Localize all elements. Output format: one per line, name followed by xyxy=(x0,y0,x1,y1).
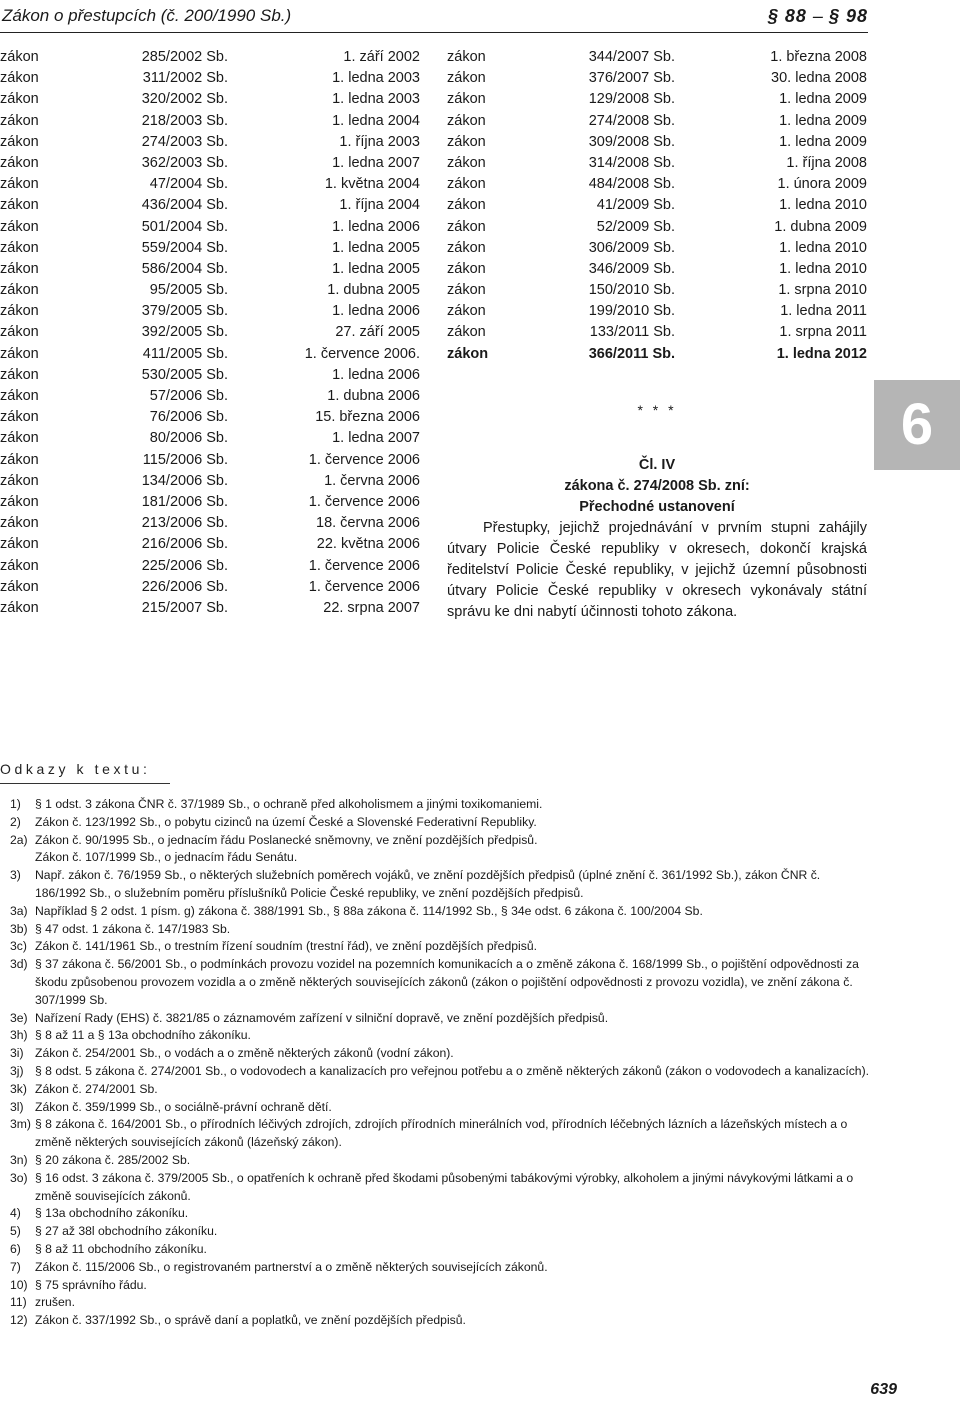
article-body: Přestupky, jejichž projednávání v prvním stupni zahájily útvary Policie České republiky v okresech, dokončí krajská ředitelství Policie České republiky, v jejichž územní působnosti útvary Policie České republiky v okresech vykonávaly státní správu ke dni nabytí účinnosti tohoto zákona. xyxy=(447,520,867,620)
effective-date: 1. října 2008 xyxy=(786,154,867,171)
reference-item xyxy=(0,921,872,939)
law-row xyxy=(0,492,420,513)
law-type: zákon xyxy=(0,197,39,214)
law-type: zákon xyxy=(0,388,39,404)
law-number: 215/2007 Sb. xyxy=(141,599,228,616)
law-row xyxy=(0,577,420,598)
law-number: 392/2005 Sb. xyxy=(141,324,228,341)
reference-label: 3h) xyxy=(10,1028,28,1043)
reference-text: § 8 odst. 5 zákona č. 274/2001 Sb., o vodovodech a kanalizacích pro veřejnou potřebu a o změně některých zákonů (zákon o vodovodech a kanalizacích). xyxy=(35,1063,870,1078)
law-number: 76/2006 Sb. xyxy=(149,409,228,426)
law-number: 225/2006 Sb. xyxy=(141,557,228,574)
law-number: 314/2008 Sb. xyxy=(588,154,675,171)
law-type: zákon xyxy=(0,218,39,235)
effective-date: 1. dubna 2009 xyxy=(774,218,867,235)
law-row xyxy=(0,322,420,343)
reference-label: 5) xyxy=(10,1224,21,1239)
reference-label: 3n) xyxy=(10,1152,28,1167)
law-number: 376/2007 Sb. xyxy=(588,70,675,87)
reference-text: § 16 odst. 3 zákona č. 379/2005 Sb., o opatřeních k ochraně před škodami působenými tabákovými výrobky, alkoholem a jinými návykovými látkami a o změně souvisejících zákonů. xyxy=(35,1170,854,1203)
effective-date: 1. července 2006 xyxy=(308,578,420,595)
law-row xyxy=(447,47,867,68)
reference-label: 2) xyxy=(10,814,21,829)
law-row xyxy=(447,217,867,238)
reference-text: § 1 odst. 3 zákona ČNR č. 37/1989 Sb., o ochraně před alkoholismem a jinými toxikomaniemi. xyxy=(35,797,543,811)
law-row xyxy=(447,344,867,365)
law-row xyxy=(447,89,867,110)
law-type: zákon xyxy=(0,70,39,87)
effective-date: 1. května 2004 xyxy=(324,176,420,193)
article-subheading: zákona č. 274/2008 Sb. zní: xyxy=(564,478,750,494)
reference-label: 3b) xyxy=(10,921,28,936)
section-range-to: 98 xyxy=(845,6,868,26)
law-row xyxy=(0,47,420,68)
law-type: zákon xyxy=(0,260,39,277)
effective-date: 1. ledna 2012 xyxy=(776,345,867,362)
law-number: 309/2008 Sb. xyxy=(588,133,675,150)
law-type: zákon xyxy=(0,472,39,489)
effective-date: 1. října 2003 xyxy=(339,133,420,150)
law-row xyxy=(447,132,867,153)
effective-date: 1. dubna 2006 xyxy=(327,388,420,404)
law-type: zákon xyxy=(447,324,486,341)
section-range-dash: – xyxy=(812,6,823,26)
effective-date: 1. ledna 2006 xyxy=(332,366,420,383)
reference-item xyxy=(0,1116,872,1152)
law-number: 213/2006 Sb. xyxy=(141,515,228,532)
effective-date: 1. ledna 2005 xyxy=(332,239,420,256)
law-number: 181/2006 Sb. xyxy=(141,493,228,510)
law-row xyxy=(0,132,420,153)
law-number: 41/2009 Sb. xyxy=(596,197,675,214)
reference-item xyxy=(0,1277,872,1295)
law-row xyxy=(0,386,420,407)
law-row xyxy=(0,365,420,386)
law-number: 47/2004 Sb. xyxy=(149,176,228,193)
effective-date: 22. srpna 2007 xyxy=(323,599,420,616)
reference-text: Zákon č. 337/1992 Sb., o správě daní a poplatků, ve znění pozdějších předpisů. xyxy=(35,1313,466,1328)
law-type: zákon xyxy=(0,599,39,616)
effective-date: 1. ledna 2007 xyxy=(332,430,420,447)
law-row xyxy=(447,322,867,343)
reference-text: § 27 až 38l obchodního zákoníku. xyxy=(35,1224,218,1239)
reference-text: § 47 odst. 1 zákona č. 147/1983 Sb. xyxy=(35,921,231,936)
reference-item xyxy=(0,1259,872,1277)
law-row xyxy=(0,344,420,365)
law-number: 129/2008 Sb. xyxy=(588,91,675,108)
reference-item xyxy=(0,1010,872,1028)
law-number: 95/2005 Sb. xyxy=(149,282,228,299)
law-row xyxy=(0,301,420,322)
law-type: zákon xyxy=(0,451,39,468)
reference-text: Zákon č. 274/2001 Sb. xyxy=(35,1081,158,1096)
reference-text: § 13a obchodního zákoníku. xyxy=(35,1206,189,1221)
law-type: zákon xyxy=(0,239,39,256)
reference-item xyxy=(0,1045,872,1063)
law-type: zákon xyxy=(0,91,39,108)
law-type: zákon xyxy=(447,303,486,320)
reference-label: 2a) xyxy=(10,832,28,847)
law-type: zákon xyxy=(447,91,486,108)
law-number: 484/2008 Sb. xyxy=(588,176,675,193)
reference-item xyxy=(0,956,872,1009)
reference-item xyxy=(0,1170,872,1206)
effective-date: 27. září 2005 xyxy=(335,324,420,341)
law-row xyxy=(447,68,867,89)
reference-label: 3c) xyxy=(10,939,27,954)
law-number: 57/2006 Sb. xyxy=(149,388,228,404)
law-type: zákon xyxy=(0,409,39,426)
header-divider xyxy=(0,32,868,33)
section-range xyxy=(768,6,868,27)
law-row xyxy=(0,195,420,216)
law-row xyxy=(447,174,867,195)
reference-text: Zákon č. 141/1961 Sb., o trestním řízení soudním (trestní řád), ve znění pozdějších předpisů. xyxy=(35,939,537,954)
references-divider xyxy=(0,783,170,784)
law-row xyxy=(0,111,420,132)
reference-text: § 8 až 11 obchodního zákoníku. xyxy=(35,1241,207,1256)
reference-item xyxy=(0,832,872,850)
section-range-icon: § xyxy=(828,6,840,26)
effective-date: 1. července 2006. xyxy=(304,345,420,362)
reference-item xyxy=(0,1312,872,1330)
law-type: zákon xyxy=(0,536,39,553)
law-row xyxy=(0,598,420,619)
reference-text: § 8 až 11 a § 13a obchodního zákoníku. xyxy=(35,1028,251,1043)
reference-text: Například § 2 odst. 1 písm. g) zákona č. 388/1991 Sb., § 88a zákona č. 114/1992 Sb., § 34e odst. 6 zákona č. 100/2004 Sb. xyxy=(35,903,703,918)
references-heading: Odkazy k textu: xyxy=(0,761,151,777)
law-type: zákon xyxy=(0,282,39,299)
reference-label: 3e) xyxy=(10,1010,28,1025)
effective-date: 1. ledna 2007 xyxy=(332,154,420,171)
section-range-from: 88 xyxy=(784,6,807,26)
law-number: 344/2007 Sb. xyxy=(588,49,675,65)
effective-date: 1. ledna 2009 xyxy=(779,112,867,129)
law-row xyxy=(0,534,420,555)
law-type: zákon xyxy=(447,282,486,299)
reference-label: 3k) xyxy=(10,1081,27,1096)
law-type: zákon xyxy=(0,366,39,383)
law-number: 285/2002 Sb. xyxy=(141,49,228,65)
law-row xyxy=(0,556,420,577)
reference-label: 3o) xyxy=(10,1170,28,1185)
effective-date: 1. ledna 2011 xyxy=(780,303,867,320)
law-type: zákon xyxy=(447,197,486,214)
law-number: 559/2004 Sb. xyxy=(141,239,228,256)
reference-label: 3d) xyxy=(10,957,28,972)
law-number: 150/2010 Sb. xyxy=(588,282,675,299)
law-number: 306/2009 Sb. xyxy=(588,239,675,256)
law-type: zákon xyxy=(447,70,486,87)
reference-text: zrušen. xyxy=(35,1295,75,1310)
effective-date: 1. dubna 2005 xyxy=(327,282,420,299)
law-row xyxy=(0,513,420,534)
effective-date: 1. ledna 2003 xyxy=(332,70,420,87)
law-type: zákon xyxy=(447,260,486,277)
law-type: zákon xyxy=(0,515,39,532)
effective-date: 1. září 2002 xyxy=(343,49,420,65)
law-row xyxy=(0,174,420,195)
reference-text: § 8 zákona č. 164/2001 Sb., o přírodních léčivých zdrojích, zdrojích přírodních minerálních vod, přírodních léčebných lázních a lázeňských místech a o změně některých souvisejících zákonů (lázeňský zákon). xyxy=(35,1117,848,1150)
law-number: 134/2006 Sb. xyxy=(141,472,228,489)
amendments-list-right xyxy=(447,47,867,365)
reference-label: 6) xyxy=(10,1241,21,1256)
effective-date: 1. února 2009 xyxy=(777,176,867,193)
law-number: 226/2006 Sb. xyxy=(141,578,228,595)
reference-text: Zákon č. 115/2006 Sb., o registrovaném partnerství a o změně některých souvisejících zákonů. xyxy=(35,1259,548,1274)
effective-date: 1. ledna 2010 xyxy=(779,260,867,277)
law-number: 366/2011 Sb. xyxy=(588,345,675,362)
reference-item xyxy=(0,1223,872,1241)
amendments-list-left xyxy=(0,47,420,619)
law-row xyxy=(447,238,867,259)
law-type: zákon xyxy=(0,430,39,447)
effective-date: 30. ledna 2008 xyxy=(771,70,867,87)
law-number: 362/2003 Sb. xyxy=(141,154,228,171)
effective-date: 1. června 2006 xyxy=(324,472,420,489)
law-number: 80/2006 Sb. xyxy=(149,430,228,447)
transitional-provision xyxy=(447,455,867,623)
law-row xyxy=(0,238,420,259)
law-type: zákon xyxy=(447,154,486,171)
law-row xyxy=(0,407,420,428)
reference-item xyxy=(0,1081,872,1099)
reference-text: Zákon č. 254/2001 Sb., o vodách a o změně některých zákonů (vodní zákon). xyxy=(35,1046,454,1061)
law-number: 274/2008 Sb. xyxy=(588,112,675,129)
law-type: zákon xyxy=(447,218,486,235)
law-type: zákon xyxy=(0,578,39,595)
references-list xyxy=(0,796,872,1330)
law-type: zákon xyxy=(447,345,489,362)
effective-date: 1. ledna 2005 xyxy=(332,260,420,277)
law-row xyxy=(0,89,420,110)
effective-date: 1. března 2008 xyxy=(770,49,867,65)
law-row xyxy=(0,450,420,471)
reference-text: Nařízení Rady (EHS) č. 3821/85 o záznamovém zařízení v silniční dopravě, ve znění pozdějších předpisů. xyxy=(35,1010,609,1025)
effective-date: 1. července 2006 xyxy=(308,493,420,510)
law-number: 530/2005 Sb. xyxy=(141,366,228,383)
law-number: 411/2005 Sb. xyxy=(142,345,228,362)
running-title: Zákon o přestupcích (č. 200/1990 Sb.) xyxy=(2,6,292,25)
law-row xyxy=(0,259,420,280)
reference-item xyxy=(0,1027,872,1045)
reference-label: 3j) xyxy=(10,1063,24,1078)
effective-date: 1. října 2004 xyxy=(339,197,420,214)
law-number: 216/2006 Sb. xyxy=(141,536,228,553)
law-type: zákon xyxy=(447,239,486,256)
reference-text: Zákon č. 123/1992 Sb., o pobytu cizinců na území České a Slovenské Federativní Republiky. xyxy=(35,814,537,829)
reference-item xyxy=(0,1205,872,1223)
reference-text: Zákon č. 107/1999 Sb., o jednacím řádu Senátu. xyxy=(35,850,298,865)
reference-text: Např. zákon č. 76/1959 Sb., o některých služebních poměrech vojáků, ve znění pozdějších předpisů (úplné znění č. 361/1992 Sb.), zákon ČNR č. 186/1992 Sb., o služebním poměru příslušníků Policie České republiky, ve znění pozdějších předpisů. xyxy=(35,868,821,900)
reference-text: Zákon č. 90/1995 Sb., o jednacím řádu Poslanecké sněmovny, ve znění pozdějších předpisů. xyxy=(35,832,538,847)
effective-date: 22. května 2006 xyxy=(316,536,420,553)
chapter-tab: 6 xyxy=(874,380,960,470)
effective-date: 1. ledna 2006 xyxy=(332,303,420,320)
law-row xyxy=(0,68,420,89)
law-type: zákon xyxy=(447,176,486,193)
law-number: 133/2011 Sb. xyxy=(589,324,675,341)
reference-item xyxy=(0,849,872,867)
law-row xyxy=(447,259,867,280)
law-type: zákon xyxy=(447,49,486,65)
effective-date: 1. ledna 2003 xyxy=(332,91,420,108)
law-row xyxy=(447,111,867,132)
law-number: 52/2009 Sb. xyxy=(596,218,675,235)
law-type: zákon xyxy=(0,133,39,150)
reference-item xyxy=(0,867,872,903)
reference-label: 1) xyxy=(10,797,21,811)
law-number: 218/2003 Sb. xyxy=(141,112,228,129)
law-row xyxy=(447,301,867,322)
reference-item xyxy=(0,938,872,956)
law-number: 346/2009 Sb. xyxy=(588,260,675,277)
reference-item xyxy=(0,1152,872,1170)
law-type: zákon xyxy=(0,324,39,341)
law-row xyxy=(0,471,420,492)
law-row xyxy=(447,195,867,216)
effective-date: 1. ledna 2004 xyxy=(332,112,420,129)
law-number: 274/2003 Sb. xyxy=(141,133,228,150)
law-type: zákon xyxy=(0,112,39,129)
reference-label: 3m) xyxy=(10,1117,31,1132)
law-type: zákon xyxy=(0,345,39,362)
reference-label: 4) xyxy=(10,1206,21,1221)
effective-date: 1. ledna 2010 xyxy=(779,197,867,214)
reference-text: § 75 správního řádu. xyxy=(35,1277,147,1292)
reference-label: 3l) xyxy=(10,1099,24,1114)
law-type: zákon xyxy=(0,493,39,510)
effective-date: 15. března 2006 xyxy=(315,409,420,426)
effective-date: 1. srpna 2011 xyxy=(779,324,867,341)
law-row xyxy=(447,280,867,301)
law-number: 320/2002 Sb. xyxy=(141,91,228,108)
reference-label: 12) xyxy=(10,1313,28,1328)
law-type: zákon xyxy=(0,303,39,320)
law-type: zákon xyxy=(0,557,39,574)
law-row xyxy=(0,153,420,174)
effective-date: 1. ledna 2006 xyxy=(332,218,420,235)
law-type: zákon xyxy=(0,154,39,171)
reference-item xyxy=(0,1241,872,1259)
effective-date: 18. června 2006 xyxy=(316,515,420,532)
law-number: 436/2004 Sb. xyxy=(141,197,228,214)
law-row xyxy=(0,428,420,449)
reference-item xyxy=(0,903,872,921)
reference-item xyxy=(0,1099,872,1117)
reference-item xyxy=(0,1294,872,1312)
reference-item xyxy=(0,796,872,814)
law-type: zákon xyxy=(0,49,39,65)
law-type: zákon xyxy=(447,112,486,129)
reference-item xyxy=(0,1063,872,1081)
effective-date: 1. ledna 2009 xyxy=(779,91,867,108)
law-number: 379/2005 Sb. xyxy=(141,303,228,320)
reference-text: Zákon č. 359/1999 Sb., o sociálně-právní ochraně dětí. xyxy=(35,1099,332,1114)
effective-date: 1. srpna 2010 xyxy=(778,282,867,299)
law-type: zákon xyxy=(0,176,39,193)
reference-label: 3) xyxy=(10,868,21,883)
reference-label: 10) xyxy=(10,1277,28,1292)
reference-item xyxy=(0,814,872,832)
law-number: 586/2004 Sb. xyxy=(141,260,228,277)
page-number: 639 xyxy=(870,1381,897,1398)
law-number: 501/2004 Sb. xyxy=(141,218,228,235)
reference-label: 7) xyxy=(10,1259,21,1274)
article-heading: Čl. IV xyxy=(638,457,676,473)
section-separator: * * * xyxy=(637,402,677,418)
effective-date: 1. ledna 2010 xyxy=(779,239,867,256)
law-row xyxy=(447,153,867,174)
effective-date: 1. ledna 2009 xyxy=(779,133,867,150)
law-number: 199/2010 Sb. xyxy=(588,303,675,320)
law-row xyxy=(0,280,420,301)
law-number: 311/2002 Sb. xyxy=(142,70,228,87)
effective-date: 1. července 2006 xyxy=(308,451,420,468)
law-row xyxy=(0,217,420,238)
reference-text: § 20 zákona č. 285/2002 Sb. xyxy=(35,1152,191,1167)
effective-date: 1. července 2006 xyxy=(308,557,420,574)
page-header xyxy=(0,0,960,40)
section-range-icon: § xyxy=(767,6,779,26)
reference-label: 11) xyxy=(10,1295,27,1310)
reference-label: 3i) xyxy=(10,1046,24,1061)
reference-text: § 37 zákona č. 56/2001 Sb., o podmínkách provozu vozidel na pozemních komunikacích a o změně zákona č. 168/1999 Sb., o pojištění odpovědnosti za škodu způsobenou provozem vozidla a o změně některých souvisejících zákonů (zákon o pojištění odpovědnosti z provozu vozidla), ve znění zákona č. 307/1999 Sb. xyxy=(35,957,859,1007)
reference-label: 3a) xyxy=(10,903,28,918)
article-title: Přechodné ustanovení xyxy=(579,499,735,515)
law-number: 115/2006 Sb. xyxy=(142,451,228,468)
law-type: zákon xyxy=(447,133,486,150)
